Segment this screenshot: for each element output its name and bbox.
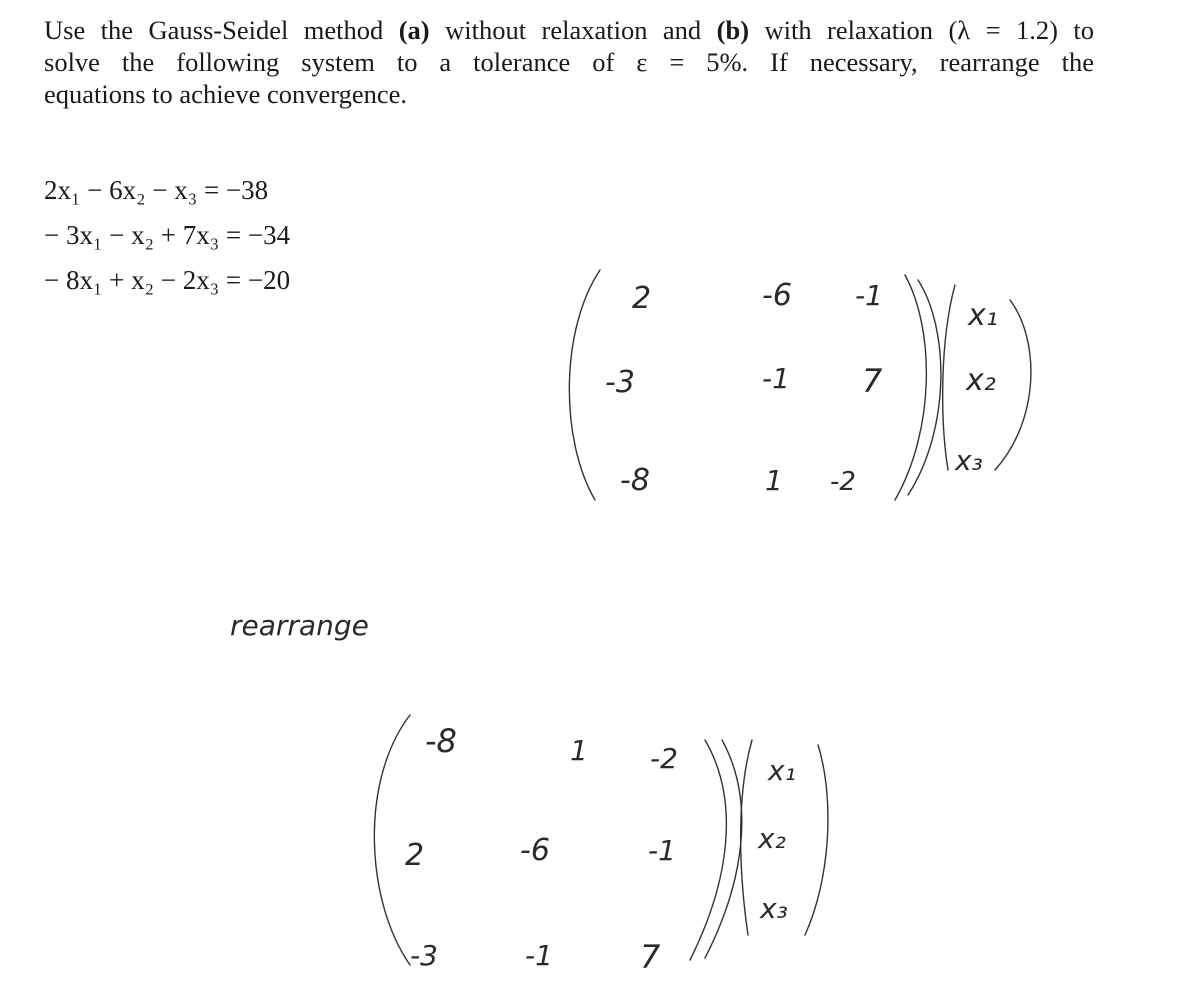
equation-3: − 8x₁ + x₂ − 2x₃ = −20 [44,265,291,295]
matrix1-right-bracket-2 [908,280,941,495]
matrix2-r2c2: -6 [520,833,550,868]
problem-text: Use the Gauss-Seidel method [44,15,399,45]
vector1-x3: x₃ [955,444,983,477]
vector2-x2: x₂ [758,822,786,855]
problem-text: to [1057,15,1094,45]
vector1-left-bracket [943,285,955,470]
matrix2-right-bracket-2 [705,740,742,958]
matrix2-r1c3: -2 [650,742,678,775]
vector2-x1: x₁ [768,754,796,787]
problem-line-2: solve the following system to a tolerance of ε = 5%. If necessary, rearrange the [44,47,1094,77]
matrix2-r3c2: -1 [525,939,553,972]
problem-text: without relaxation and [429,15,717,45]
part-a-label: (a) [398,15,430,45]
matrix1-r1c3: -1 [855,279,883,312]
matrix2-r2c3: -1 [648,834,676,867]
problem-line-3: equations to achieve convergence. [44,79,407,109]
matrix1-r1c1: 2 [632,281,652,316]
matrix1-r3c3: -2 [830,467,856,497]
vector2-x3: x₃ [760,892,788,925]
matrix2-r1c2: 1 [570,734,588,767]
matrix1-r1c2: -6 [762,278,792,313]
vector2-right-bracket [805,745,828,935]
matrix2-r3c1: -3 [410,939,438,972]
rearrange-note: rearrange [230,609,369,642]
vector1-x2: x₂ [966,363,996,398]
matrix1-r2c2: -1 [762,362,790,395]
matrix1-left-bracket [569,270,600,500]
equation-1: 2x₁ − 6x₂ − x₃ = −38 [44,175,269,205]
vector1-x1: x₁ [968,298,998,333]
matrix1-r3c2: 1 [765,464,783,497]
vector2-left-bracket [741,740,752,935]
matrix1-r3c1: -8 [620,463,650,498]
equation-2: − 3x₁ − x₂ + 7x₃ = −34 [44,220,291,250]
matrix1-r2c1: -3 [605,365,635,400]
matrix2-r2c1: 2 [405,838,425,873]
matrix1-right-bracket [895,275,926,500]
problem-text: with relaxation [749,15,949,45]
matrix2-r1c1: -8 [425,722,457,760]
vector1-right-bracket [995,300,1031,470]
part-b-label: (b) [716,15,750,45]
matrix2-r3c3: 7 [640,938,661,976]
matrix1-r2c3: 7 [862,362,883,400]
matrix2-right-bracket [690,740,726,960]
relaxation-value: (λ = 1.2) [948,15,1058,45]
